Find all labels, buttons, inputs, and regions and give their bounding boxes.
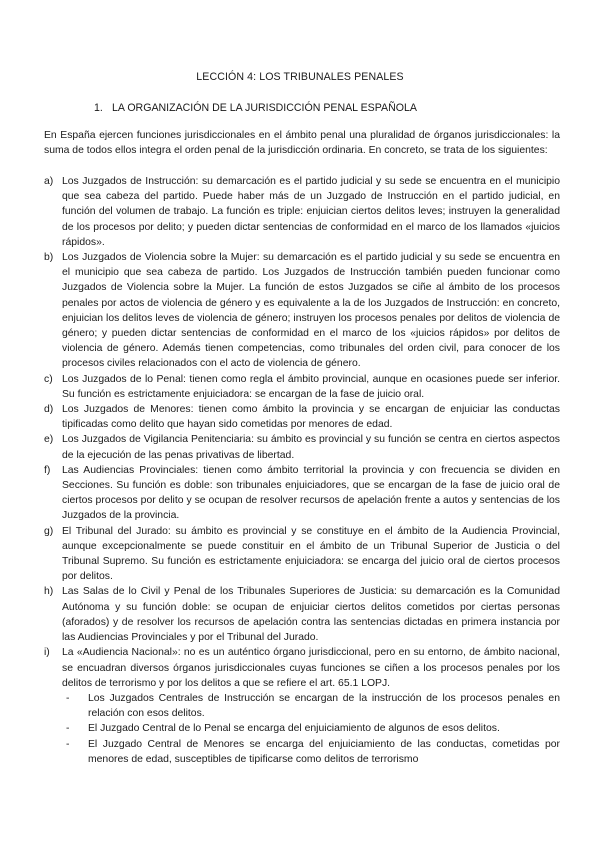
section-number: 1. — [94, 102, 103, 114]
list-item-text: Los Juzgados de Menores: tienen como ámbito la provincia y se encargan de enjuiciar las conductas tipificadas como delito que hayan sido cometidas por menores de edad. — [62, 404, 560, 431]
list-marker: b) — [44, 252, 54, 264]
court-list — [44, 174, 560, 767]
list-item — [44, 250, 560, 372]
audiencia-nacional-sublist — [62, 691, 560, 767]
list-item — [44, 174, 560, 250]
section-heading — [94, 101, 417, 116]
sublist-item — [62, 691, 560, 721]
dash-marker: - — [66, 738, 70, 750]
list-item-text: Las Audiencias Provinciales: tienen como ámbito territorial la provincia y con frecuencia se dividen en Secciones. Su función es doble: son tribunales enjuiciadores, que se encargan de la fase de juicio oral de ciertos procesos por delito y se ocupan de resolver recursos de apelación frente a autos y sentencias de los Juzgados de la provincia. — [62, 464, 560, 522]
list-marker: d) — [44, 404, 54, 416]
list-item-text: Los Juzgados de Violencia sobre la Mujer: su demarcación es el partido judicial y su sede se encuentra en el municipio que sea cabeza de partido. Los Juzgados de Instrucción también pueden funcionar como Juzgados de Violencia sobre la Mujer. La función de estos Juzgados se ciñe al ámbito de los procesos penales por actos de violencia de género y es equivalente a la de los Juzgados de Instrucción: en concreto, enjuician los delitos leves de violencia de género; instruyen los procesos penales por delitos de violencia de género; y pueden dictar sentencias de conformidad en el marco de los «juicios rápidos» por delitos de violencia de género. Además tienen competencias, como tribunales del orden civil, para conocer de los procesos civiles relacionados con el acto de violencia de género. — [62, 252, 560, 370]
dash-marker: - — [66, 692, 70, 704]
list-item — [44, 463, 560, 524]
dash-marker: - — [66, 723, 70, 735]
list-item — [44, 432, 560, 462]
sublist-item-text: El Juzgado Central de Menores se encarga del enjuiciamiento de las conductas, cometidas por menores de edad, susceptibles de tipificarse como delitos de terrorismo — [88, 738, 560, 765]
intro-paragraph: En España ejercen funciones jurisdiccionales en el ámbito penal una pluralidad de órganos jurisdiccionales: la suma de todos ellos integra el orden penal de la jurisdicción ordinaria. En concreto, se trata de los siguientes: — [44, 130, 560, 157]
list-marker: g) — [44, 525, 54, 537]
list-item — [44, 645, 560, 691]
section-title: LA ORGANIZACIÓN DE LA JURISDICCIÓN PENAL ESPAÑOLA — [112, 102, 417, 114]
sublist-item-text: Los Juzgados Centrales de Instrucción se encargan de la instrucción de los procesos penales en relación con esos delitos. — [88, 692, 560, 720]
list-item-text: La «Audiencia Nacional»: no es un auténtico órgano jurisdiccional, pero en su entorno, de ámbito nacional, se encuadran diversos órganos jurisdiccionales cuyas funciones se ciñen a los procesos penales por los delitos de terrorismo y por los delitos a que se refiere el art. 65.1 LOPJ. — [62, 647, 560, 689]
list-item — [44, 524, 560, 585]
list-item-text: Las Salas de lo Civil y Penal de los Tribunales Superiores de Justicia: su demarcación es la Comunidad Autónoma y su función doble: se ocupan de enjuiciar ciertos delitos cometidos por ciertas personas (aforados) y de resolver los recursos de apelación contra las sentencias dictadas en primera instancia por las Audiencias Provinciales y por el Tribunal del Jurado. — [62, 586, 560, 644]
list-item — [44, 402, 560, 432]
list-item-text: Los Juzgados de Instrucción: su demarcación es el partido judicial y su sede se encuentra en el municipio que sea cabeza del partido. Puede haber más de un Juzgado de Instrucción en el partido judicial, en función del volumen de trabajo. La función es triple: enjuician ciertos delitos leves; instruyen la generalidad de los procesos por delito; y pueden dictar sentencias de conformidad en el marco de los llamados «juicios rápidos». — [62, 176, 560, 248]
list-marker: e) — [44, 434, 54, 446]
list-item-text: Los Juzgados de lo Penal: tienen como regla el ámbito provincial, aunque en ocasiones puede ser inferior. Su función es estrictamente enjuiciadora: se encargan de la fase de juicio oral. — [62, 373, 560, 400]
list-item-text: Los Juzgados de Vigilancia Penitenciaria: su ámbito es provincial y su función se centra en ciertos aspectos de la ejecución de las penas privativas de libertad. — [62, 434, 560, 461]
list-marker: h) — [44, 586, 54, 598]
list-item — [44, 372, 560, 402]
lesson-title: LECCIÓN 4: LOS TRIBUNALES PENALES — [196, 71, 404, 83]
sublist-item — [62, 737, 560, 767]
list-marker: i) — [44, 647, 50, 659]
list-marker: a) — [44, 176, 54, 187]
list-item-text: El Tribunal del Jurado: su ámbito es provincial y se constituye en el ámbito de la Audiencia Provincial, aunque excepcionalmente se puede constituir en el ámbito de un Tribunal Superior de Justicia o del Tribunal Supremo. Su función es estrictamente enjuiciadora: se encarga del juicio oral de ciertos procesos por delitos. — [62, 525, 560, 583]
sublist-item — [62, 721, 560, 736]
list-marker: f) — [44, 464, 51, 476]
sublist-item-text: El Juzgado Central de lo Penal se encarga del enjuiciamiento de algunos de esos delitos. — [88, 723, 500, 735]
list-item — [44, 584, 560, 645]
list-marker: c) — [44, 373, 53, 385]
